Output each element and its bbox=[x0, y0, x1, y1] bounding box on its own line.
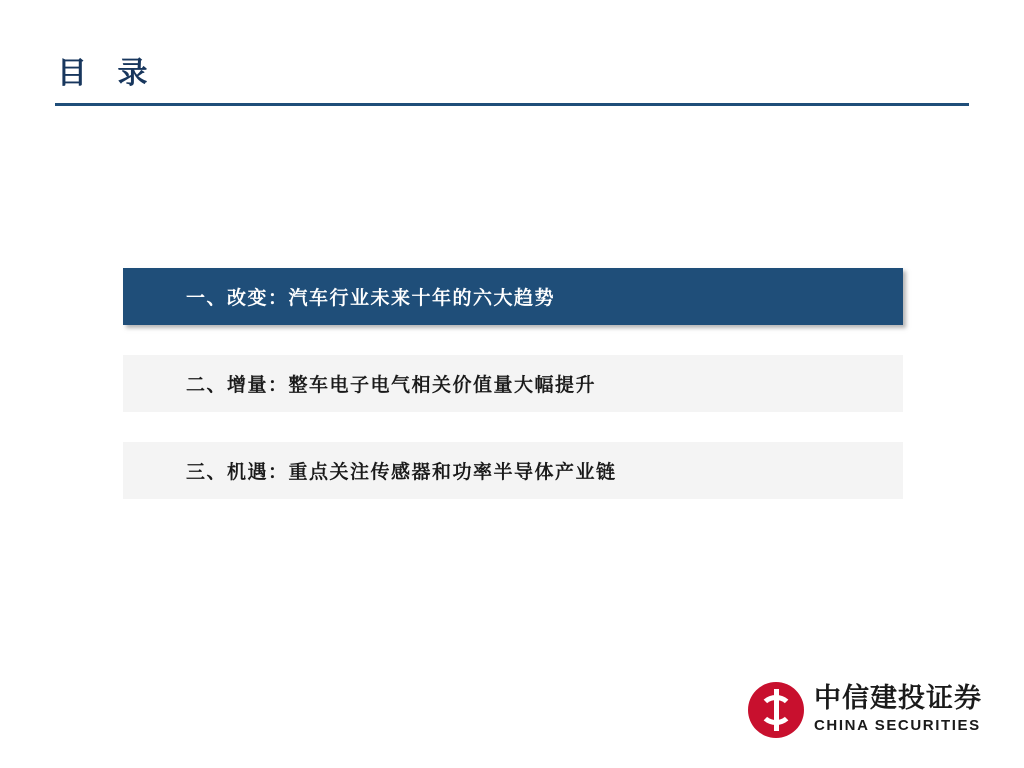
company-logo bbox=[748, 674, 982, 746]
toc-item-label: 三、机遇：重点关注传感器和功率半导体产业链 bbox=[186, 461, 617, 483]
title-divider bbox=[55, 103, 969, 106]
page-title: 目 录 bbox=[57, 56, 158, 91]
table-of-contents bbox=[123, 268, 903, 529]
toc-item-2[interactable] bbox=[123, 355, 903, 412]
toc-item-3[interactable] bbox=[123, 442, 903, 499]
logo-name-cn: 中信建投证券 bbox=[814, 683, 982, 715]
china-securities-logo-icon bbox=[748, 682, 804, 738]
toc-item-label: 二、增量：整车电子电气相关价值量大幅提升 bbox=[186, 374, 597, 396]
logo-name-en: CHINA SECURITIES bbox=[814, 717, 981, 735]
toc-item-1[interactable] bbox=[123, 268, 903, 325]
logo-text-block bbox=[814, 684, 982, 735]
toc-item-label: 一、改变：汽车行业未来十年的六大趋势 bbox=[186, 287, 556, 309]
